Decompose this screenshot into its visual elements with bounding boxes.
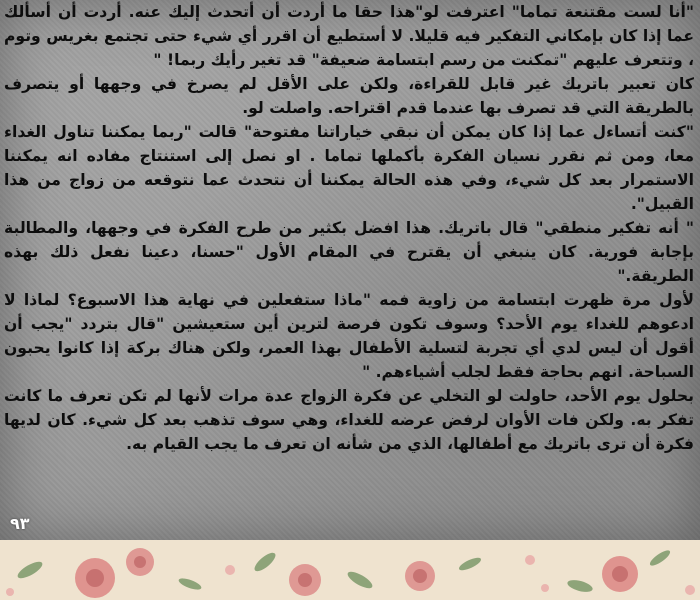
floral-pattern-image [0,540,700,600]
story-text [4,0,694,456]
paragraph-5: لأول مرة ظهرت ابتسامة من زاوية فمه "ماذا ستفعلين في نهاية هذا الاسبوع؟ لماذا لا ادعوهم للغداء يوم الأحد؟ وسوف تكون فرصة لترين أين ستعيشين "قال بتردد "يجب أن أقول أن ليس لدي أي تجربة لتسلية الأطفال بهذا العمر، ولكن هناك بركة إذا كانوا يحبون السباحة. انهم بحاجة فقط لجلب أشياءهم. " [4,291,694,381]
paragraph-4: " أنه تفكير منطقي" قال باتريك. هذا افضل بكثير من طرح الفكرة في وجهها، والمطالبة بإجابة فورية. كان ينبغي أن يقترح في المقام الأول "حسنا، دعينا نفعل ذلك بهذه الطريقة." [4,219,694,285]
paragraph-1: "أنا لست مقتنعة تماما" اعترفت لو"هذا حقا ما أردت أن أتحدث إليك عنه. أردت أن أسألك عما إذا كان بإمكاني التفكير فيه قليلا. لا أستطيع أن اقرر أي شيء حتى تجتمع بغريس وتوم ، وتتعرف عليهم "تمكنت من رسم ابتسامة ضعيفة" قد تغير رأيك ربما! " [4,3,694,69]
paragraph-3: "كنت أتساءل عما إذا كان يمكن أن نبقي خياراتنا مفتوحة" قالت "ربما يمكننا تناول الغداء معا، ومن ثم نقرر نسيان الفكرة بأكملها تماما . او نصل إلى استنتاج مفاده انه يمكننا الاستمرار بعد كل شيء، وفي هذه الحالة يمكننا أن نتحدث عما نتوقعه من زواج من هذا القبيل". [4,123,694,213]
paragraph-2: كان تعبير باتريك غير قابل للقراءة، ولكن على الأقل لم يصرخ في وجهها أو يتصرف بالطريقة التي قد تصرف بها عندما قدم اقتراحه. واصلت لو. [4,75,694,117]
paragraph-6: بحلول يوم الأحد، حاولت لو التخلي عن فكرة الزواج عدة مرات لأنها لم تكن تعرف ما كانت تفكر به. ولكن فات الأوان لرفض عرضه للغداء، وهي سوف تذهب بعد كل شيء. كان لديها فكرة أن ترى باتريك مع أطفالها، الذي من شأنه ان تعرف ما يجب القيام به. [4,387,694,453]
page-number: ٩٣ [10,514,30,533]
floral-border [0,540,700,600]
